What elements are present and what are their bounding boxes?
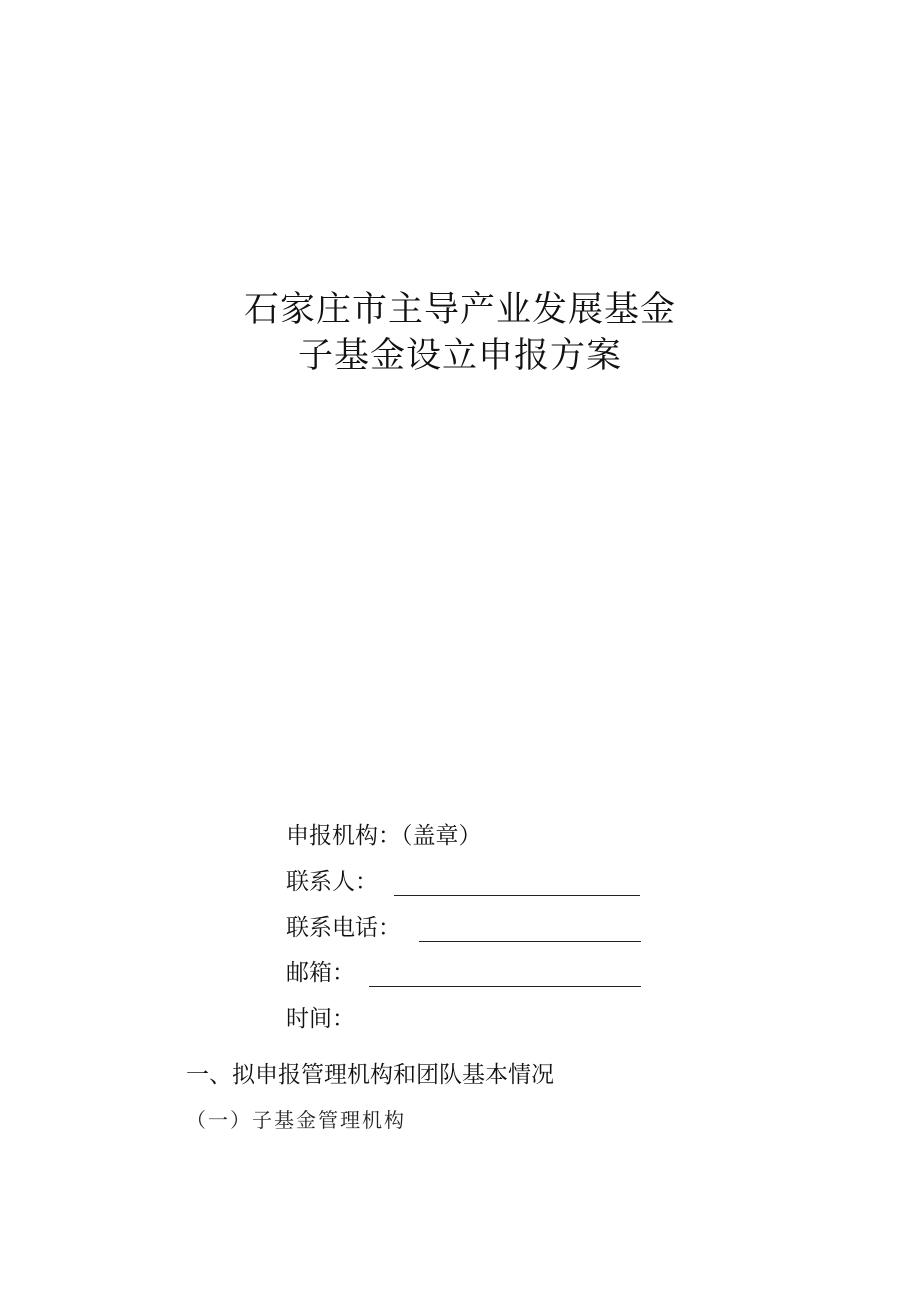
section-heading: 一、拟申报管理机构和团队基本情况 — [186, 1062, 554, 1088]
contact-person-field — [286, 866, 640, 898]
contact-phone-label: 联系电话： — [286, 915, 401, 941]
email-field — [286, 957, 641, 989]
contact-phone-blank-line[interactable] — [419, 917, 641, 942]
contact-phone-field — [286, 912, 641, 944]
subsection-heading: （一）子基金管理机构 — [186, 1108, 406, 1132]
date-label: 时间： — [286, 1006, 355, 1032]
contact-person-label: 联系人： — [286, 869, 378, 895]
email-label: 邮箱： — [286, 960, 355, 986]
document-title-line1: 石家庄市主导产业发展基金 — [243, 290, 676, 330]
contact-person-blank-line[interactable] — [394, 871, 640, 896]
applicant-org-field — [286, 820, 482, 852]
document-title-line2: 子基金设立申报方案 — [297, 336, 622, 376]
date-field — [286, 1003, 355, 1035]
email-blank-line[interactable] — [369, 962, 641, 987]
applicant-org-label: 申报机构：（盖章） — [286, 823, 482, 849]
